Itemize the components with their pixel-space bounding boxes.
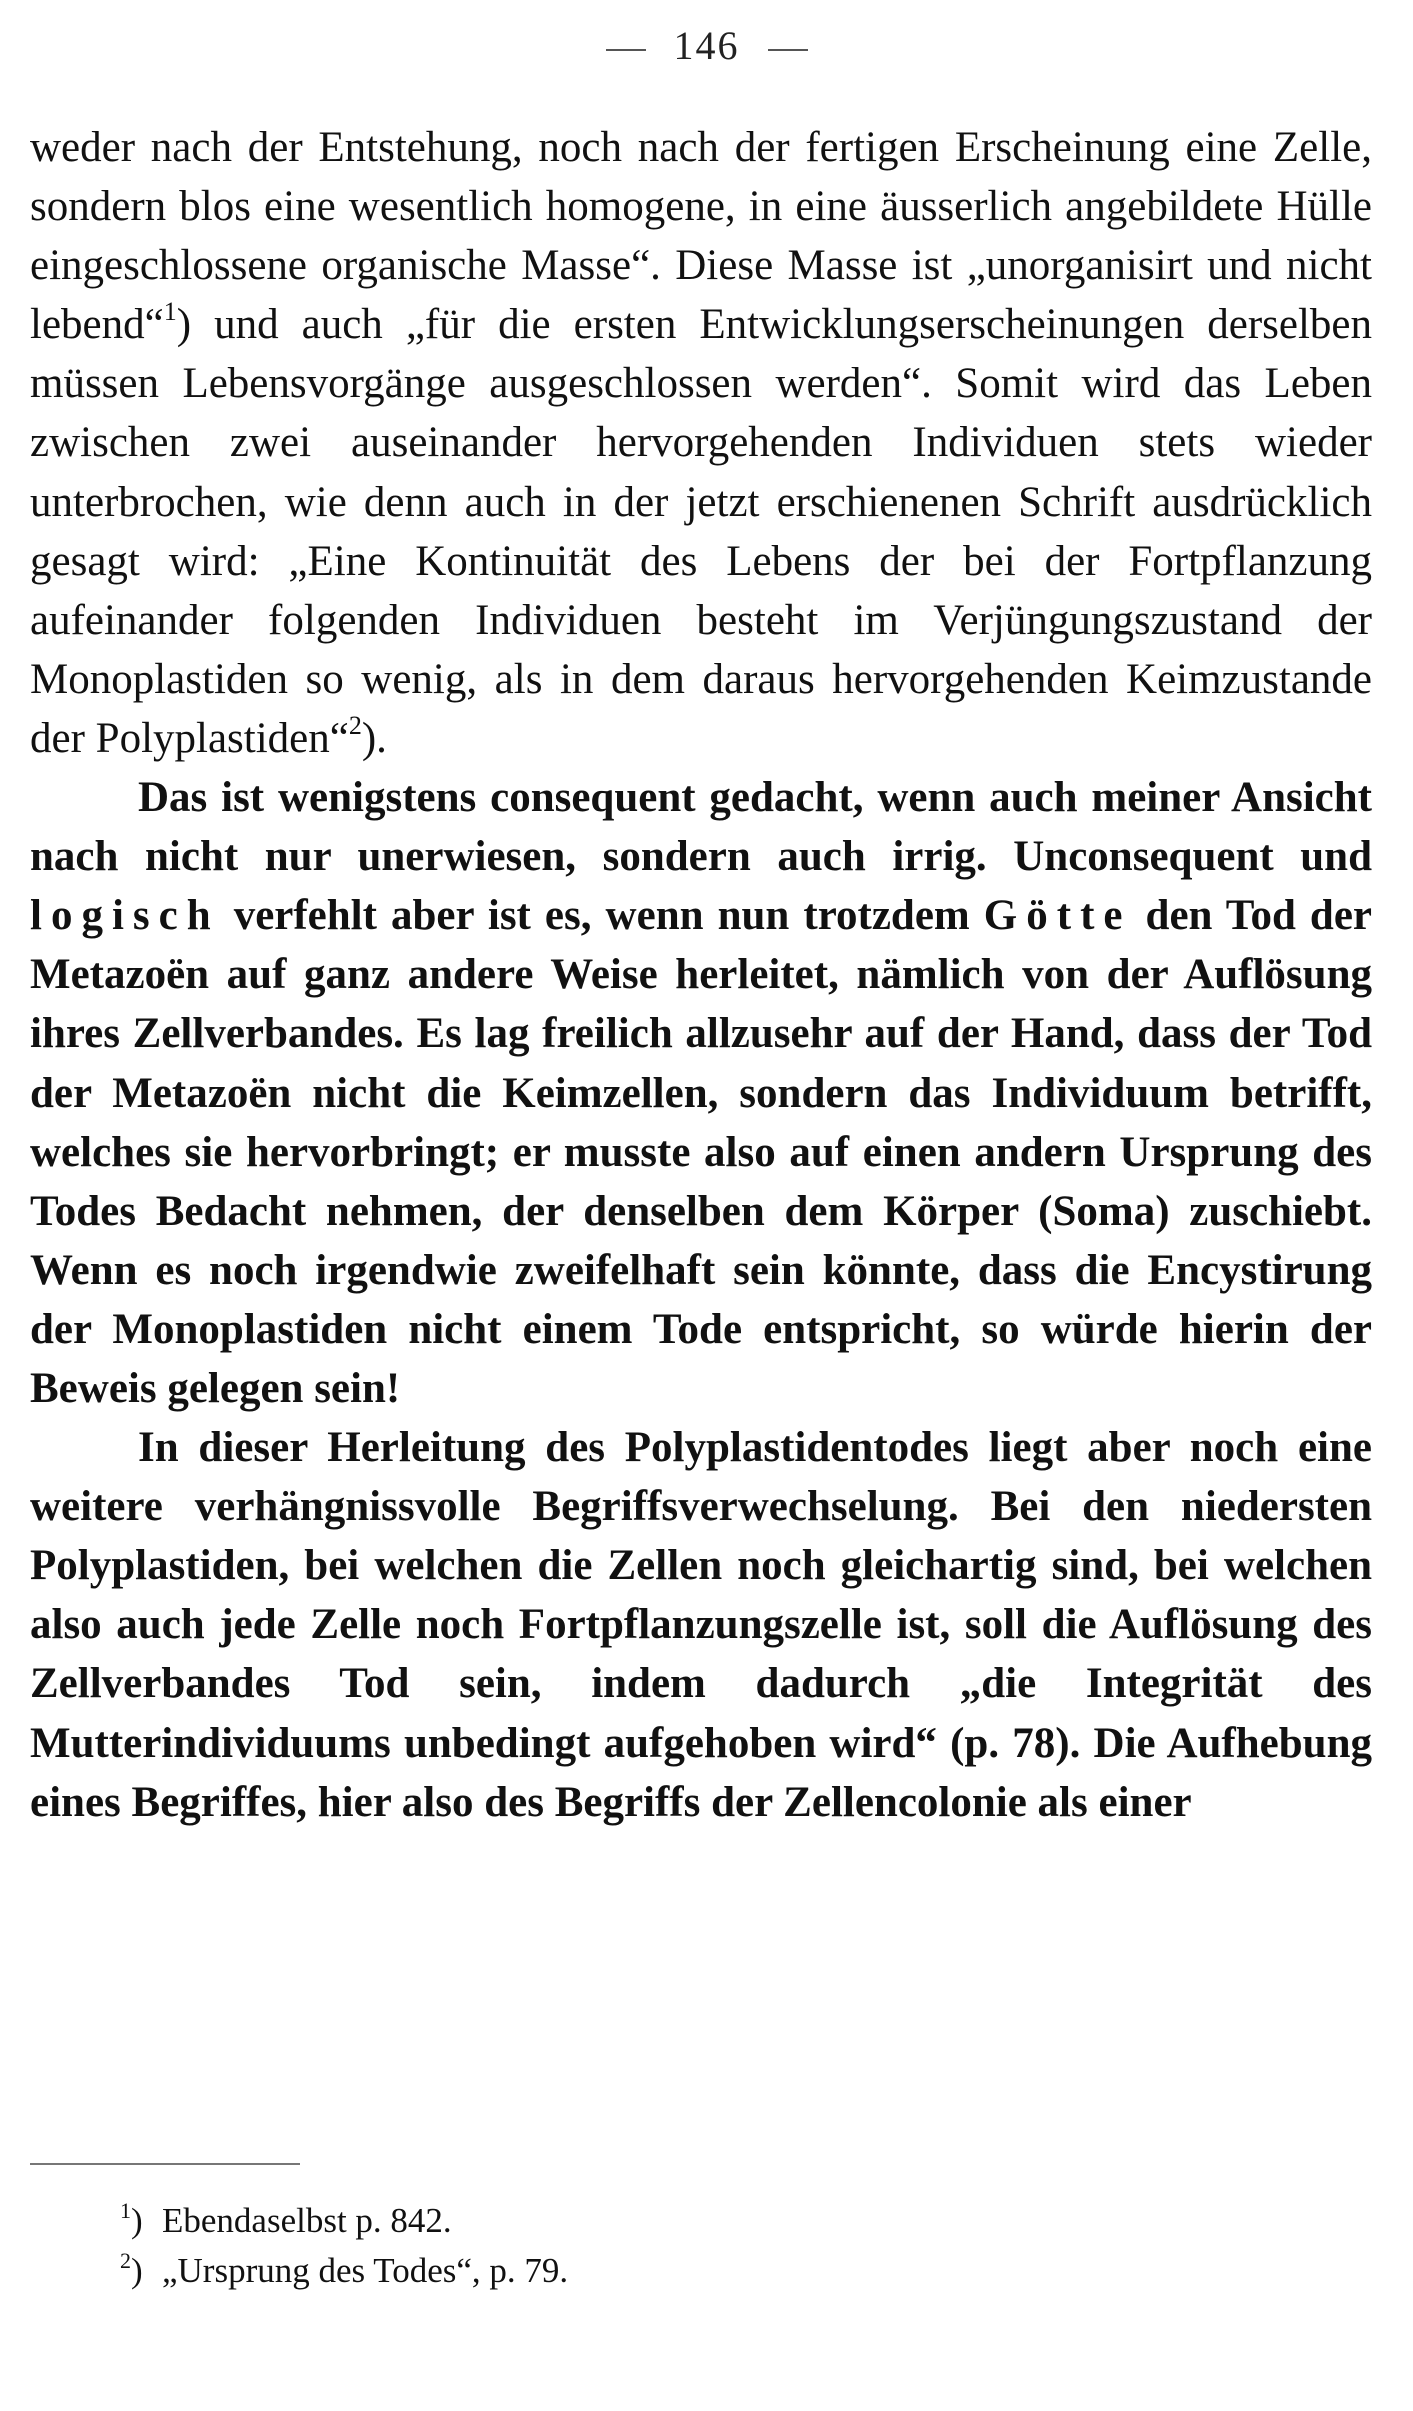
- paragraph-1-part-c: ).: [361, 714, 387, 762]
- page-number: 146: [673, 23, 740, 68]
- paragraph-2-part-b: verfehlt aber ist es, wenn nun trotzdem: [219, 892, 984, 940]
- footnote-1-paren: ): [131, 2201, 143, 2240]
- paragraph-2: [30, 768, 1372, 1418]
- header-dash-right: [768, 49, 808, 51]
- footnote-1-mark: [120, 2196, 162, 2246]
- footnote-2-text: „Ursprung des Todes“, p. 79.: [162, 2251, 569, 2290]
- paragraph-2-spaced-name-goette: Götte: [983, 892, 1132, 940]
- footnote-2-number: 2: [120, 2248, 131, 2273]
- paragraph-3: [30, 1418, 1372, 1832]
- footnote-1: [120, 2196, 568, 2246]
- paragraph-2-part-a: Das ist wenigstens consequent gedacht, wenn auch meiner Ansicht nach nicht nur unerwiesen, sondern auch irrig. Unconsequent und: [30, 774, 1372, 881]
- paragraph-1: [30, 118, 1372, 768]
- footnote-ref-2: 2: [348, 710, 362, 740]
- paragraph-3-text: In dieser Herleitung des Polyplastidentodes liegt aber noch eine weitere verhängnissvolle Begriffsverwechselung. Bei den niedersten Polyplastiden, bei welchen die Zellen noch gleichartig sind, bei welchen also auch jede Zelle noch Fortpflanzungszelle ist, soll die Auflösung des Zellverbandes Tod sein, indem dadurch „die Integrität des Mutterindividuums unbedingt aufgehoben wird“ (p. 78). Die Aufhebung eines Begriffes, hier also des Begriffs der Zellencolonie als einer: [30, 1424, 1372, 1826]
- footnote-2-mark: [120, 2246, 162, 2296]
- footnotes: [120, 2196, 568, 2296]
- paragraph-1-part-b: ) und auch „für die ersten Entwicklungserscheinungen derselben müssen Lebensvorgänge ausgeschlossen werden“. Somit wird das Leben zwischen zwei auseinander hervorgehenden Individuen stets wieder unterbrochen, wie denn auch in der jetzt erschienenen Schrift ausdrücklich gesagt wird: „Eine Kontinuität des Lebens der bei der Fortpflanzung aufeinander folgenden Individuen besteht im Verjüngungszustand der Monoplastiden so wenig, als in dem daraus hervorgehenden Keimzustande der Polyplastiden“: [30, 301, 1372, 762]
- header-dash-left: [606, 49, 646, 51]
- main-text: [30, 118, 1372, 1832]
- footnote-ref-1: 1: [163, 297, 177, 327]
- page-number-header: [0, 22, 1413, 69]
- paragraph-2-spaced-word-logisch: logisch: [30, 892, 220, 940]
- footnote-1-text: Ebendaselbst p. 842.: [162, 2201, 452, 2240]
- footnote-2: [120, 2246, 568, 2296]
- footnote-1-number: 1: [120, 2198, 131, 2223]
- paragraph-1-part-a: weder nach der Entstehung, noch nach der fertigen Erscheinung eine Zelle, sondern blos eine wesentlich homogene, in eine äusserlich angebildete Hülle eingeschlossene organische Masse“. Diese Masse ist „unorganisirt und nicht lebend“: [30, 124, 1372, 349]
- paragraph-2-part-c: den Tod der Metazoën auf ganz andere Weise herleitet, nämlich von der Auflösung ihres Zellverbandes. Es lag freilich allzusehr auf der Hand, dass der Tod der Metazoën nicht die Keimzellen, sondern das Individuum betrifft, welches sie hervorbringt; er musste also auf einen andern Ursprung des Todes Bedacht nehmen, der denselben dem Körper (Soma) zuschiebt. Wenn es noch irgendwie zweifelhaft sein könnte, dass die Encystirung der Monoplastiden nicht einem Tode entspricht, so würde hierin der Beweis gelegen sein!: [30, 892, 1373, 1412]
- footnote-divider: [30, 2163, 300, 2165]
- footnote-2-paren: ): [131, 2251, 143, 2290]
